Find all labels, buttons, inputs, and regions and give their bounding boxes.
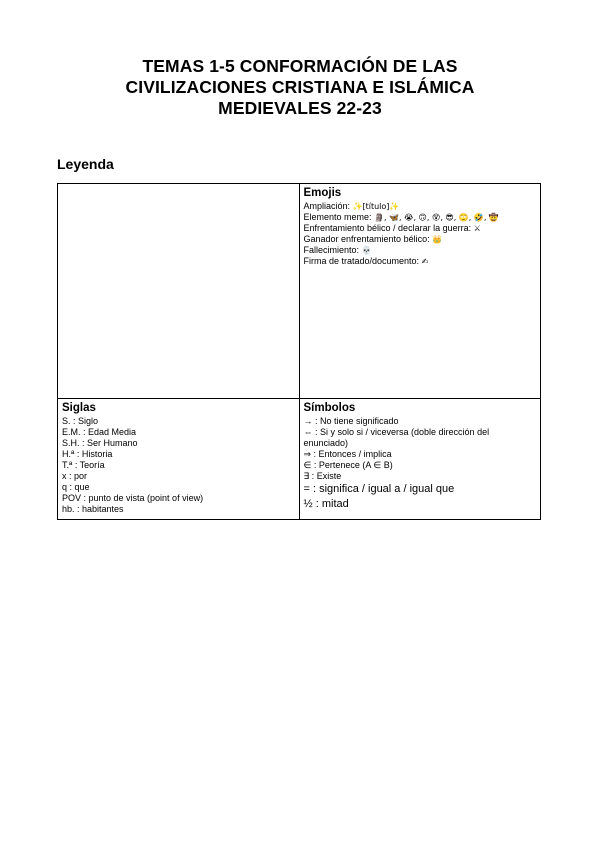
sigla-item: POV : punto de vista (point of view) — [62, 493, 204, 503]
emojis-cell — [299, 184, 541, 399]
crossed-swords-icon: ⚔ — [473, 224, 481, 233]
simbolo-item: ∃ : Existe — [303, 471, 342, 481]
emoji-item: Fallecimiento: 💀 — [303, 245, 372, 255]
skull-icon: 💀 — [361, 246, 372, 255]
sigla-item: E.M. : Edad Media — [62, 427, 137, 437]
sigla-item: S. : Siglo — [62, 416, 99, 426]
siglas-cell — [58, 399, 300, 520]
sigla-item: H.ª : Historia — [62, 449, 113, 459]
emoji-item: Elemento meme: 🗿, 🦋, 😭, 🙃, 😵, 😎, 🙄, 🤣, 🤠 — [303, 212, 499, 222]
simbolo-item: ∈ : Pertenece (A ∈ B) — [303, 460, 393, 470]
sparkles-icon: ✨[título]✨ — [352, 202, 400, 211]
sigla-item: T.ª : Teoría — [62, 460, 105, 470]
crown-icon: 👑 — [432, 235, 443, 244]
siglas-title: Siglas — [62, 402, 96, 414]
simbolo-item: ⇔ : Si y solo si / viceversa (doble dirección del enunciado) — [303, 427, 490, 448]
simbolo-item: ½ : mitad — [303, 498, 349, 510]
sigla-item: q : que — [62, 482, 90, 492]
emoji-item: Enfrentamiento bélico / declarar la guerra: ⚔ — [303, 223, 481, 233]
emoji-item: Firma de tratado/documento: ✍ — [303, 256, 429, 266]
sigla-item: S.H. : Ser Humano — [62, 438, 138, 448]
writing-hand-icon: ✍ — [421, 257, 429, 266]
emoji-item: Ampliación: ✨[título]✨ — [303, 201, 400, 211]
emojis-title: Emojis — [303, 187, 342, 199]
simbolo-item: = : significa / igual a / igual que — [303, 483, 455, 495]
document-title — [40, 56, 560, 119]
title-line-1: TEMAS 1-5 CONFORMACIÓN DE LAS — [142, 56, 458, 76]
title-line-3: MEDIEVALES 22-23 — [218, 98, 382, 118]
sigla-item: hb. : habitantes — [62, 504, 124, 514]
meme-emoji-icons: 🗿, 🦋, 😭, 🙃, 😵, 😎, 🙄, 🤣, 🤠 — [374, 213, 499, 222]
title-line-2: CIVILIZACIONES CRISTIANA E ISLÁMICA — [125, 77, 475, 97]
empty-cell — [58, 184, 300, 399]
sigla-item: x : por — [62, 471, 88, 481]
simbolo-item: → : No tiene significado — [303, 416, 399, 426]
simbolo-item: ⇒ : Entonces / implica — [303, 449, 392, 459]
simbolos-title: Símbolos — [303, 402, 356, 414]
legend-table — [57, 183, 541, 520]
legend-heading: Leyenda — [57, 156, 114, 172]
simbolos-cell — [299, 399, 541, 520]
emoji-item: Ganador enfrentamiento bélico: 👑 — [303, 234, 443, 244]
